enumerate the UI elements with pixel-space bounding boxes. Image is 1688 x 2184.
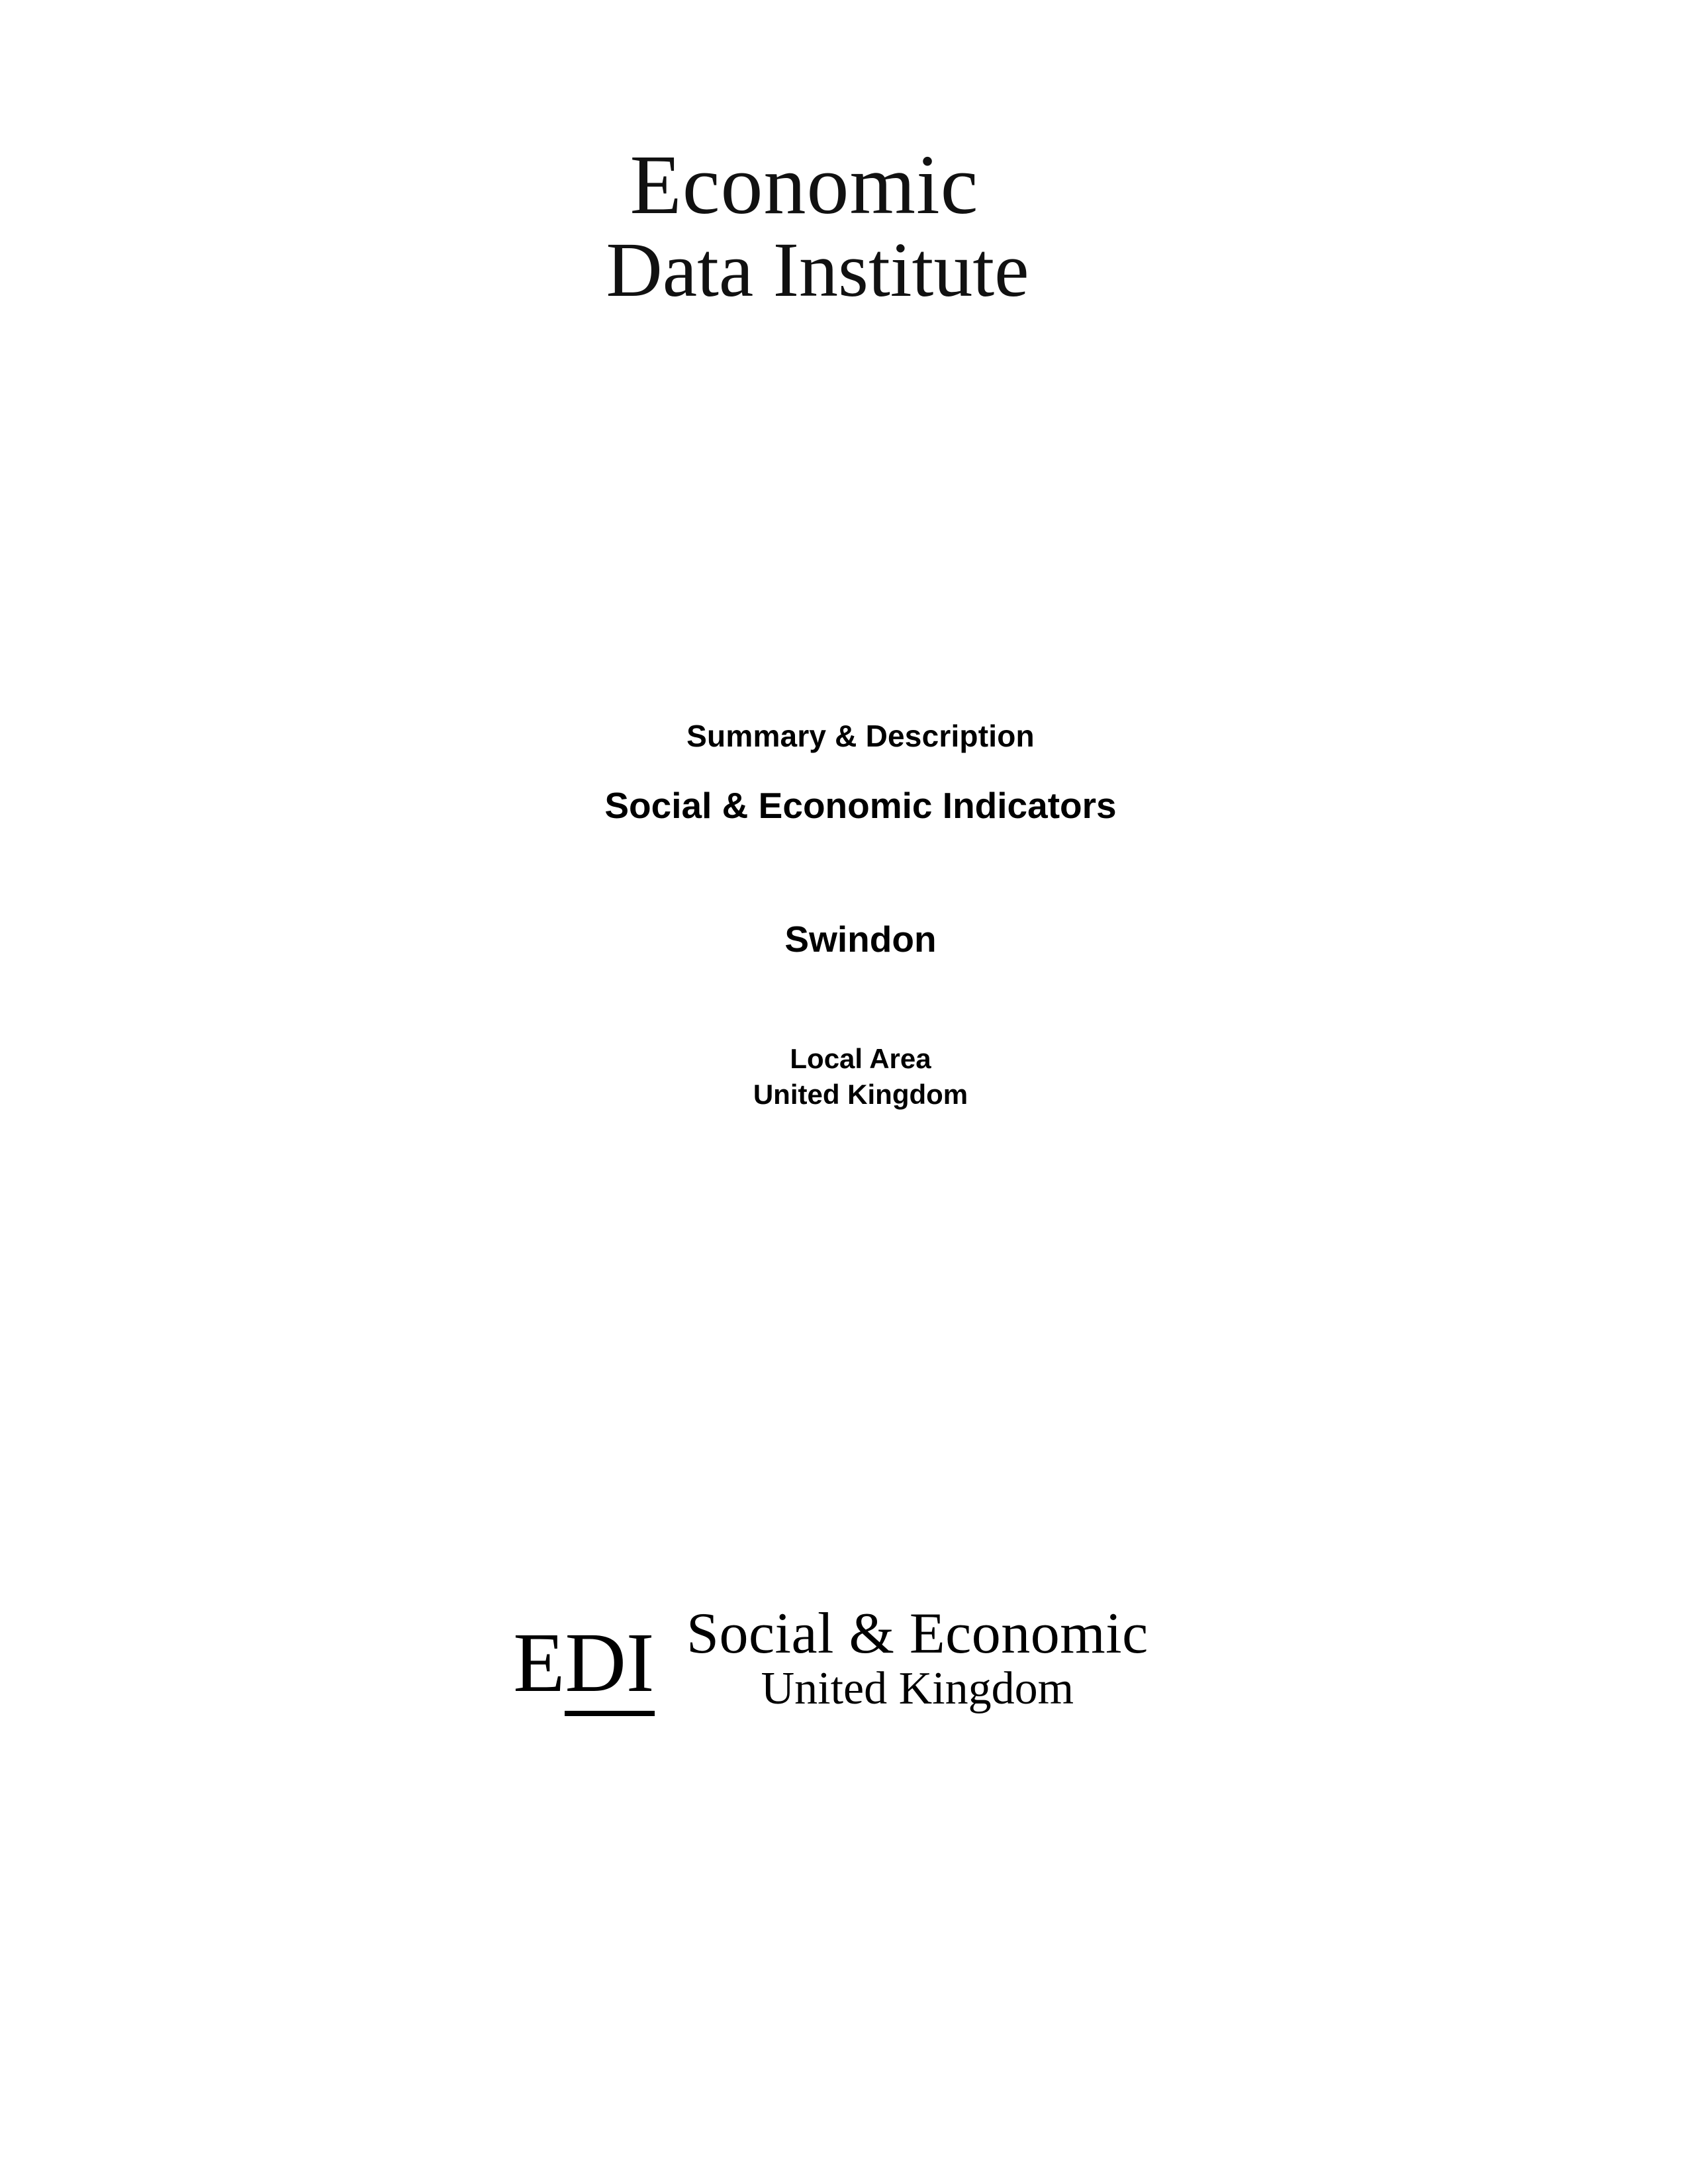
report-subtitle-summary: Summary & Description (686, 719, 1035, 753)
report-country: United Kingdom (753, 1078, 968, 1110)
report-title-indicators: Social & Economic Indicators (604, 785, 1117, 826)
edi-tagline-line2: United Kingdom (761, 1663, 1074, 1714)
edi-tagline-line1: Social & Economic (686, 1602, 1149, 1666)
edi-logo-inner (513, 1602, 1149, 1714)
masthead-line-data-institute: Data Institute (606, 226, 1029, 313)
edi-footer-logo (0, 1602, 1688, 1714)
edi-letter-e: E (513, 1615, 565, 1709)
edi-letters-di: DI (565, 1615, 654, 1716)
cover-title-block (0, 718, 1688, 1113)
report-area-name: Swindon (784, 919, 937, 960)
report-area-type: Local Area (790, 1043, 931, 1074)
edi-tagline (686, 1602, 1149, 1714)
edi-acronym (513, 1615, 655, 1709)
masthead-line-economic: Economic (630, 138, 979, 232)
publisher-masthead (0, 138, 1688, 313)
